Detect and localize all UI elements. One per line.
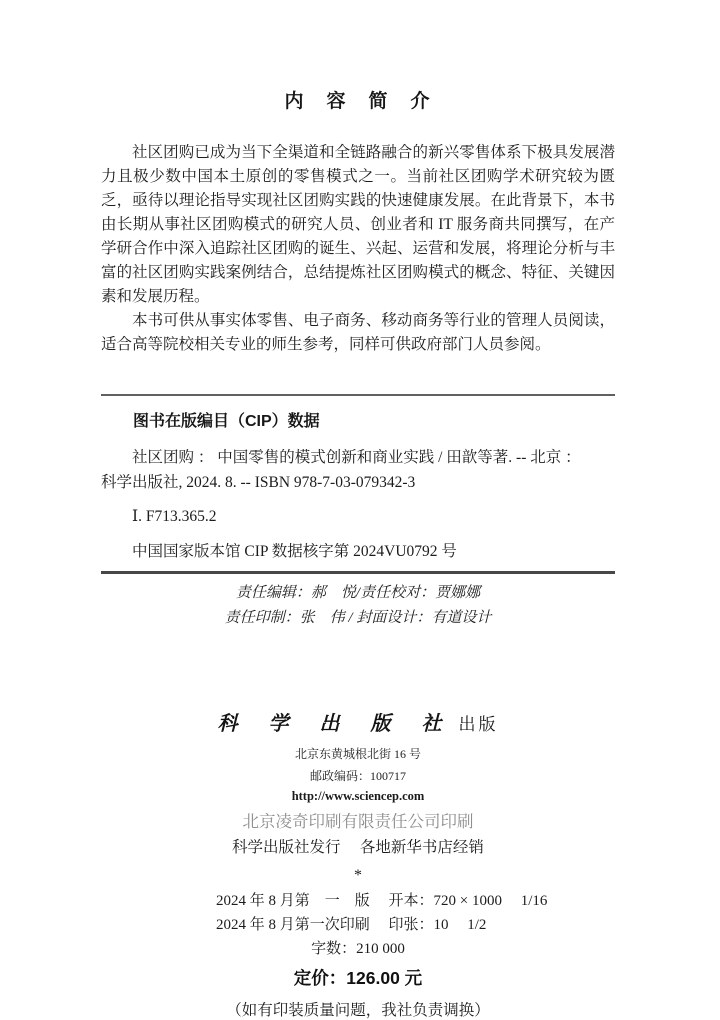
publisher-logo-suffix: 出版 — [458, 715, 499, 734]
asterisk-divider: * — [354, 867, 362, 884]
distribution-line: 科学出版社发行 各地新华书店经销 — [232, 839, 484, 856]
cip-entry-line-1: 社区团购 ： 中国零售的模式创新和商业实践 / 田歆等著. -- 北京 ： — [132, 449, 581, 466]
cip-block — [101, 394, 615, 574]
publisher-logo: 科 学 出 版 社 — [217, 713, 455, 735]
cip-classification: Ⅰ. F713.365.2 — [132, 508, 217, 525]
word-count: 字数：210 000 — [311, 941, 405, 957]
abstract-section — [101, 141, 615, 357]
cip-entry-line-2: 科学出版社, 2024. 8. -- ISBN 978-7-03-079342-3 — [101, 474, 416, 491]
abstract-paragraph-2: 本书可供从事实体零售、电子商务、移动商务等行业的管理人员阅读，适合高等院校相关专业的师生参考，同样可供政府部门人员参阅。 — [101, 312, 615, 353]
edition-line-2: 2024 年 8 月第一次印刷 印张：10 1/2 — [216, 917, 487, 933]
printer-line: 北京凌奇印刷有限责任公司印刷 — [242, 812, 474, 831]
quality-exchange-note: （如有印装质量问题，我社负责调换） — [226, 1002, 490, 1019]
abstract-paragraph-1: 社区团购已成为当下全渠道和全链路融合的新兴零售体系下极具发展潜力且极少数中国本土原创的零售模式之一。当前社区团购学术研究较为匮乏，亟待以理论指导实现社区团购实践的快速健康发展。在此背景下，本书由长期从事社区团购模式的研究人员、创业者和 IT 服务商共同撰写，在产学研合作中深入追踪社区团购的诞生、兴起、运营和发展，将理论分析与丰富的社区团购实践案例结合，总结提炼社区团购模式的概念、特征、关键因素和发展历程。 — [101, 144, 615, 305]
abstract-title: 内 容 简 介 — [284, 91, 432, 112]
publisher-logo-line — [101, 707, 615, 736]
editor-line-1: 责任编辑：郝 悦/责任校对：贾娜娜 — [235, 585, 481, 601]
cip-heading: 图书在版编目（CIP）数据 — [133, 413, 320, 430]
price-line: 定价：126.00 元 — [293, 968, 423, 988]
publisher-colophon — [101, 707, 615, 857]
publisher-website: http://www.sciencep.com — [291, 789, 425, 803]
page-content — [101, 0, 615, 1020]
edition-details — [216, 889, 615, 937]
editors-section — [101, 581, 615, 631]
edition-line-1: 2024 年 8 月第 一 版 开本：720 × 1000 1/16 — [216, 893, 548, 909]
publisher-address: 北京东黄城根北街 16 号 — [294, 747, 421, 761]
editor-line-2: 责任印制：张 伟 / 封面设计：有道设计 — [224, 610, 492, 626]
cip-entry — [101, 445, 615, 495]
publisher-postcode: 邮政编码：100717 — [309, 769, 406, 783]
cip-record-number: 中国国家版本馆 CIP 数据核字第 2024VU0792 号 — [132, 543, 457, 560]
